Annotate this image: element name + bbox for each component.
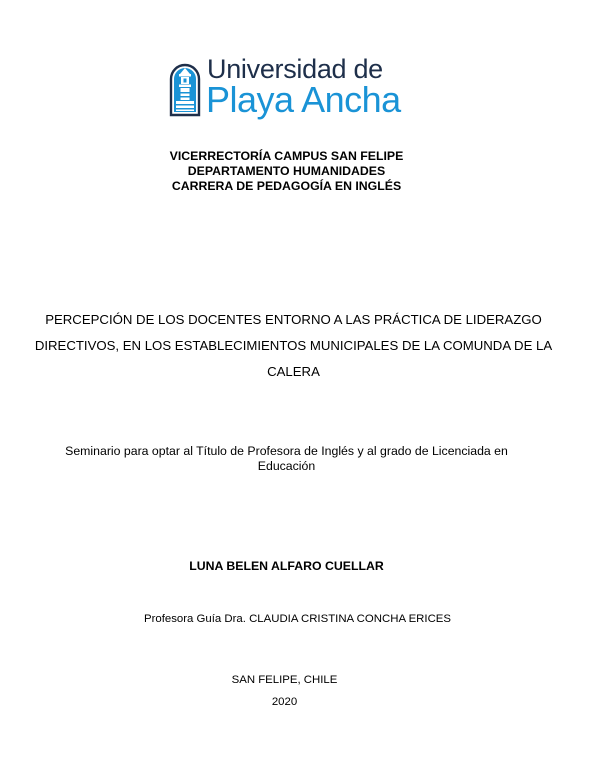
title-line: CALERA <box>267 364 320 379</box>
title-line: PERCEPCIÓN DE LOS DOCENTES ENTORNO A LAS PRÁCTICA DE LIDERAZGO <box>45 312 542 327</box>
city-country: SAN FELIPE, CHILE <box>231 674 338 686</box>
header-line: DEPARTAMENTO HUMANIDADES <box>187 164 386 178</box>
year: 2020 <box>271 696 298 708</box>
logo-text-line2: Playa Ancha <box>206 79 401 120</box>
author-name: LUNA BELEN ALFARO CUELLAR <box>189 559 384 573</box>
title-line: DIRECTIVOS, EN LOS ESTABLECIMIENTOS MUNICIPALES DE LA COMUNDA DE LA <box>34 338 553 353</box>
header-line: CARRERA DE PEDAGOGÍA EN INGLÉS <box>171 179 402 193</box>
degree-line: Seminario para optar al Título de Profesora de Inglés y al grado de Licenciada en <box>65 444 508 458</box>
header-line: VICERRECTORÍA CAMPUS SAN FELIPE <box>169 149 404 163</box>
thesis-advisor: Profesora Guía Dra. CLAUDIA CRISTINA CONCHA ERICES <box>143 613 451 625</box>
degree-line: Educación <box>257 459 316 473</box>
lighthouse-emblem-icon <box>168 59 202 117</box>
university-logo <box>168 54 408 121</box>
degree-statement <box>30 444 543 474</box>
institution-header <box>0 149 573 194</box>
logo-text-line1: Universidad de <box>207 54 383 84</box>
thesis-title <box>30 307 557 385</box>
place-and-date <box>0 669 569 713</box>
